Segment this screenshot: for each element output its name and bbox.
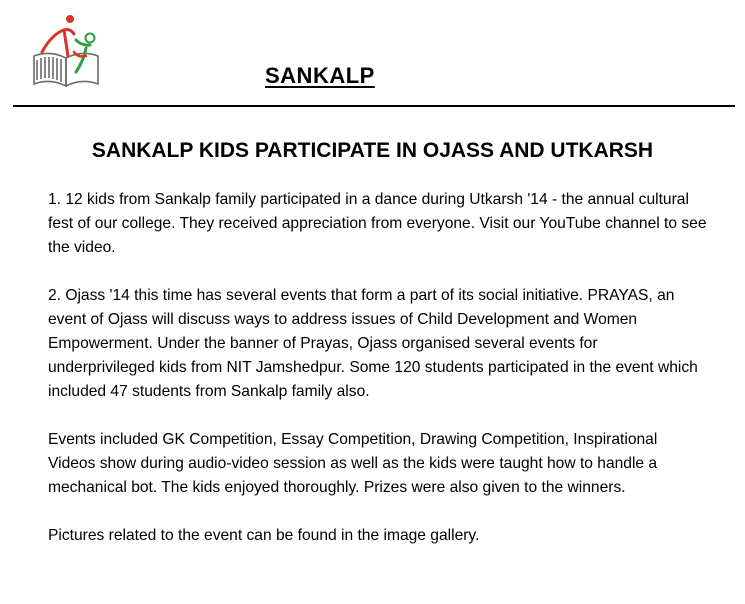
sankalp-logo <box>30 12 104 90</box>
article-title: SANKALP KIDS PARTICIPATE IN OJASS AND UTKARSH <box>91 139 654 162</box>
red-figure-icon <box>42 15 74 56</box>
green-figure-icon <box>74 34 95 73</box>
article-paragraph-2: 2. Ojass '14 this time has several events that form a part of its social initiative. PRAYAS, an event of Ojass will discuss ways to address issues of Child Development and Women Empowerment. Under the banner of Prayas, Ojass organised several events for underprivileged kids from NIT Jamshedpur. Some 120 students participated in the event which included 47 students from Sankalp family also. <box>48 287 698 400</box>
article-body <box>48 188 708 572</box>
book-icon <box>34 53 98 86</box>
org-name: SANKALP <box>265 63 375 88</box>
header-divider <box>13 105 735 107</box>
article-paragraph-1: 1. 12 kids from Sankalp family participated in a dance during Utkarsh '14 - the annual cultural fest of our college. They received appreciation from everyone. Visit our YouTube channel to see the video. <box>48 191 707 256</box>
article-paragraph-3: Events included GK Competition, Essay Competition, Drawing Competition, Inspirational Videos show during audio-video session as well as the kids were taught how to handle a mechanical bot. The kids enjoyed thoroughly. Prizes were also given to the winners. <box>48 431 658 496</box>
article-paragraph-4: Pictures related to the event can be found in the image gallery. <box>48 527 480 544</box>
